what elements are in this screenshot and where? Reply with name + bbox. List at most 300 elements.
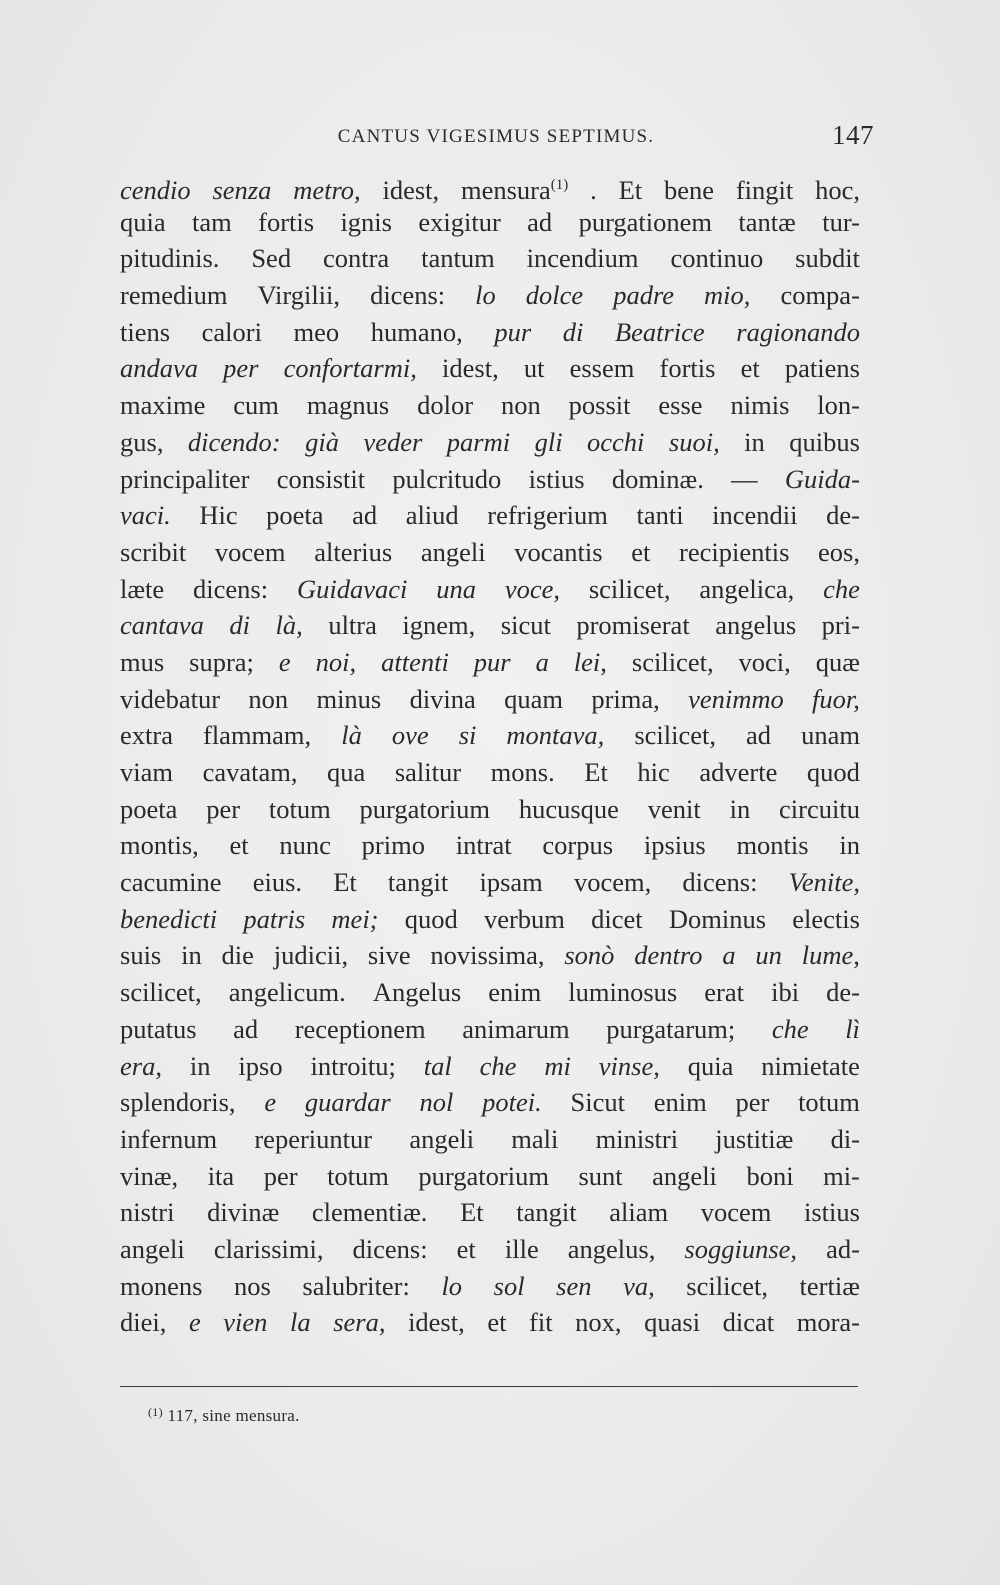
word: lon-: [817, 390, 860, 421]
word: idest,: [408, 1307, 465, 1338]
text-line: [120, 204, 860, 241]
page-header: [118, 120, 874, 154]
text-line: [120, 901, 860, 938]
word: enim: [653, 1087, 707, 1118]
word: mons.: [490, 757, 555, 787]
word: fortis: [659, 353, 716, 384]
word: ipsius: [643, 830, 706, 861]
word: tiens: [120, 316, 171, 347]
word: sicut: [500, 610, 551, 641]
italic-word: sonò: [564, 940, 615, 971]
word: de-: [826, 977, 860, 1008]
italic-word: Guidavaci: [296, 573, 408, 604]
word: exigitur: [418, 206, 501, 237]
italic-word: nol: [419, 1087, 454, 1118]
word: gus,: [120, 426, 164, 457]
word: ad: [527, 206, 553, 237]
italic-word: fuor,: [812, 683, 860, 714]
word: hoc,: [815, 174, 860, 205]
text-line: [120, 1158, 860, 1195]
word: infernum: [120, 1123, 218, 1154]
text-line: [120, 937, 860, 974]
word: in: [189, 1050, 211, 1081]
word: judicii,: [273, 940, 349, 971]
footnote-reference: (1): [550, 177, 569, 193]
word: cacumine: [120, 867, 222, 898]
word: mus: [120, 646, 165, 677]
footnote-text: 117, sine mensura.: [162, 1406, 300, 1425]
italic-word: Guida-: [784, 463, 860, 494]
word: mensura$^{(1)}$: [461, 174, 569, 205]
italic-word: di: [562, 316, 584, 347]
word: vocem,: [573, 867, 652, 898]
text-line: [120, 461, 860, 498]
word: læte: [120, 573, 165, 604]
word: magnus: [306, 390, 390, 421]
word: vocem: [700, 1197, 772, 1228]
word: Sicut: [570, 1087, 625, 1118]
text-line: [120, 974, 860, 1011]
word: scilicet,: [588, 573, 671, 604]
word: remedium: [120, 280, 228, 311]
text-line: [120, 497, 860, 534]
word: et: [487, 1307, 507, 1338]
word: pri-: [821, 610, 860, 641]
word: tangit: [387, 867, 449, 898]
italic-word: noi,: [315, 646, 357, 677]
word: voci,: [738, 646, 791, 677]
word: qua: [327, 757, 366, 787]
word: adverte: [699, 757, 778, 787]
word: Et: [460, 1197, 484, 1228]
text-line: [120, 1048, 860, 1085]
text-line: [120, 607, 860, 644]
text-line: [120, 1268, 860, 1305]
word: compa-: [780, 280, 860, 311]
word: flammam,: [203, 720, 312, 751]
word: incendium: [526, 243, 639, 274]
italic-word: Venite,: [788, 867, 860, 898]
word: fit: [529, 1307, 553, 1338]
word: purgatarum;: [606, 1013, 736, 1044]
word: consistit: [276, 463, 366, 494]
word: tertiæ: [799, 1270, 860, 1301]
italic-word: va,: [623, 1270, 655, 1301]
word: hucusque: [518, 793, 619, 824]
word: humano,: [370, 316, 463, 347]
italic-word: la: [290, 1307, 311, 1338]
italic-word: ragionando: [736, 316, 860, 347]
word: tam: [192, 206, 232, 237]
italic-word: dicendo:: [187, 426, 281, 457]
italic-word: andava: [120, 353, 199, 384]
word: diei,: [120, 1307, 167, 1338]
word: extra: [120, 720, 173, 751]
text-line: [120, 1121, 860, 1158]
word: montis,: [120, 830, 199, 861]
word: non: [501, 390, 541, 421]
page-number: 147: [832, 120, 874, 150]
word: ministri: [595, 1123, 679, 1154]
italic-word: vaci.: [120, 500, 171, 531]
word: angelus: [715, 610, 797, 641]
word: purgatorium: [359, 793, 491, 824]
word: monens: [120, 1270, 203, 1301]
word: ipso: [238, 1050, 283, 1081]
word: istius: [528, 463, 585, 494]
italic-word: parmi: [446, 426, 511, 457]
text-line: [120, 277, 860, 314]
word: principaliter: [120, 463, 250, 494]
word: et: [456, 1233, 476, 1264]
word: ita: [207, 1160, 235, 1191]
word: enim: [488, 977, 542, 1008]
word: calori: [201, 316, 262, 347]
word: ut: [523, 353, 545, 384]
word: refrigerium: [487, 500, 608, 531]
word: subdit: [795, 243, 860, 274]
italic-word: che: [823, 573, 860, 604]
word: salitur: [394, 757, 462, 787]
italic-word: mei;: [331, 903, 379, 934]
italic-word: un: [755, 940, 782, 971]
word: nimis: [730, 390, 790, 421]
italic-word: lume,: [801, 940, 860, 971]
word: receptionem: [294, 1013, 426, 1044]
text-line: [120, 681, 860, 718]
italic-word: suoi,: [668, 426, 720, 457]
italic-word: che: [771, 1013, 809, 1044]
word: quasi: [644, 1307, 701, 1338]
word: in: [744, 426, 765, 457]
word: mi-: [823, 1160, 860, 1191]
word: circuitu: [779, 793, 860, 824]
word: idest,: [442, 353, 499, 384]
word: scilicet,: [120, 977, 202, 1008]
word: fortis: [258, 206, 315, 237]
word: suis: [120, 940, 162, 971]
word: dicet: [591, 903, 643, 934]
body-text: [120, 167, 860, 1341]
word: .: [590, 174, 597, 205]
word: sunt: [578, 1160, 623, 1191]
text-line: [120, 827, 860, 864]
word: scilicet,: [686, 1270, 768, 1301]
word: eos,: [818, 536, 860, 567]
italic-word: e: [278, 646, 291, 677]
italic-word: metro,: [293, 174, 361, 205]
word: poeta: [120, 793, 178, 824]
word: intrat: [455, 830, 512, 861]
italic-word: già: [305, 426, 339, 457]
footnote-rule: [120, 1386, 858, 1387]
word: supra;: [189, 646, 254, 677]
word: sive: [367, 940, 411, 971]
word: ipsam: [479, 867, 543, 898]
word: vinæ,: [120, 1160, 179, 1191]
word: Sed: [251, 243, 292, 274]
word: angeli: [652, 1160, 717, 1191]
word: angeli: [409, 1123, 475, 1154]
word: Dominus: [668, 903, 767, 934]
word: recipientis: [679, 536, 790, 567]
word: ille: [504, 1233, 539, 1264]
word: die: [221, 940, 254, 971]
word: de-: [826, 500, 860, 531]
word: cum: [233, 390, 279, 421]
word: et: [740, 353, 760, 384]
word: quia: [120, 206, 166, 237]
word: et: [229, 830, 249, 861]
word: non: [248, 683, 289, 714]
word: clementiæ.: [311, 1197, 428, 1228]
word: boni: [746, 1160, 794, 1191]
word: dicens:: [193, 573, 269, 604]
word: per: [263, 1160, 298, 1191]
word: et: [631, 536, 651, 567]
word: videbatur: [120, 683, 221, 714]
word: istius: [804, 1197, 860, 1228]
word: essem: [569, 353, 635, 384]
italic-word: guardar: [304, 1087, 391, 1118]
word: meo: [293, 316, 340, 347]
word: esse: [658, 390, 703, 421]
italic-word: montava,: [506, 720, 605, 751]
word: —: [731, 463, 758, 494]
word: nistri: [120, 1197, 175, 1228]
word: electis: [792, 903, 860, 934]
italic-word: confortarmi,: [283, 353, 417, 384]
word: verbum: [483, 903, 565, 934]
word: quia: [687, 1050, 734, 1081]
word: incendii: [712, 500, 798, 531]
word: Et: [584, 757, 608, 787]
word: splendoris,: [120, 1087, 236, 1118]
word: ignem,: [402, 610, 476, 641]
word: scilicet,: [631, 646, 714, 677]
italic-word: mi: [544, 1050, 571, 1081]
word: per: [206, 793, 241, 824]
text-line: [120, 1194, 860, 1231]
italic-word: una: [436, 573, 476, 604]
word: pulcritudo: [392, 463, 502, 494]
word: aliam: [609, 1197, 669, 1228]
word: hic: [637, 757, 670, 787]
italic-word: sen: [556, 1270, 592, 1301]
italic-word: era,: [120, 1050, 162, 1081]
word: tur-: [822, 206, 860, 237]
italic-word: occhi: [587, 426, 645, 457]
word: pitudinis.: [120, 243, 220, 274]
word: divina: [409, 683, 476, 714]
word: vocantis: [514, 536, 603, 567]
word: dicens:: [352, 1233, 428, 1264]
italic-word: veder: [363, 426, 423, 457]
word: vocem: [214, 536, 286, 567]
italic-word: dentro: [634, 940, 703, 971]
italic-word: venimmo: [688, 683, 784, 714]
text-line: [120, 644, 860, 681]
word: ad: [746, 720, 772, 751]
word: montis: [736, 830, 809, 861]
italic-word: pur: [494, 316, 532, 347]
word: eius.: [252, 867, 303, 898]
word: salubriter:: [302, 1270, 410, 1301]
italic-word: tal: [423, 1050, 452, 1081]
word: minus: [316, 683, 382, 714]
italic-word: a: [535, 646, 549, 677]
text-line: [120, 534, 860, 571]
word: putatus: [120, 1013, 197, 1044]
footnote-mark: (1): [148, 1405, 163, 1419]
italic-word: lo: [475, 280, 496, 311]
italic-word: che: [479, 1050, 517, 1081]
italic-word: soggiunse,: [684, 1233, 798, 1264]
word: per: [735, 1087, 770, 1118]
word: scribit: [120, 536, 187, 567]
word: Et: [333, 867, 357, 898]
word: tanti: [636, 500, 684, 531]
word: Virgilii,: [257, 280, 341, 311]
italic-word: vinse,: [598, 1050, 660, 1081]
word: animarum: [462, 1013, 570, 1044]
italic-word: attenti: [381, 646, 449, 677]
word: dolor: [417, 390, 474, 421]
word: purgationem: [578, 206, 713, 237]
word: purgatorium: [418, 1160, 549, 1191]
text-line: [120, 717, 860, 754]
word: angeli: [420, 536, 486, 567]
italic-word: a: [722, 940, 736, 971]
text-line: [120, 314, 860, 351]
text-line: [120, 791, 860, 828]
text-line: [120, 387, 860, 424]
italic-word: cendio: [120, 174, 191, 205]
word: angelicum.: [228, 977, 346, 1008]
italic-word: gli: [534, 426, 563, 457]
running-head: CANTUS VIGESIMUS SEPTIMUS.: [337, 126, 655, 147]
italic-word: benedicti: [120, 903, 218, 934]
italic-word: là,: [275, 610, 303, 641]
word: introitu;: [310, 1050, 396, 1081]
italic-word: padre: [613, 280, 675, 311]
word: ultra: [328, 610, 377, 641]
text-line: [120, 1304, 860, 1341]
word: Angelus: [372, 977, 462, 1008]
italic-word: senza: [212, 174, 272, 205]
word: contra: [322, 243, 390, 274]
word: quod: [404, 903, 458, 934]
word: alterius: [314, 536, 393, 567]
word: mali: [511, 1123, 559, 1154]
italic-word: per: [223, 353, 259, 384]
word: Et: [618, 174, 643, 205]
word: fingit: [735, 174, 794, 205]
word: quam: [504, 683, 563, 714]
word: scilicet,: [634, 720, 717, 751]
word: cavatam,: [202, 757, 298, 787]
text-line: [120, 864, 860, 901]
italic-word: di: [229, 610, 251, 641]
word: totum: [268, 793, 331, 824]
word: corpus: [542, 830, 614, 861]
word: dicens:: [682, 867, 758, 898]
italic-word: mio,: [704, 280, 751, 311]
word: bene: [663, 174, 714, 205]
italic-word: e: [264, 1087, 277, 1118]
italic-word: ove: [391, 720, 429, 751]
italic-word: sera,: [333, 1307, 386, 1338]
italic-word: là: [341, 720, 362, 751]
word: nimietate: [761, 1050, 860, 1081]
text-line: [120, 754, 860, 791]
word: viam: [120, 757, 173, 787]
word: ad: [233, 1013, 259, 1044]
word: ignis: [340, 206, 392, 237]
word: patiens: [784, 353, 860, 384]
word: promiserat: [576, 610, 690, 641]
word: in: [839, 830, 860, 861]
italic-word: voce,: [504, 573, 560, 604]
italic-word: e: [188, 1307, 201, 1338]
word: continuo: [670, 243, 764, 274]
italic-word: vien: [223, 1307, 268, 1338]
word: quæ: [815, 646, 860, 677]
word: novissima,: [430, 940, 545, 971]
italic-word: dolce: [525, 280, 584, 311]
word: Hic: [199, 500, 238, 531]
text-line: [120, 167, 860, 204]
word: clarissimi,: [213, 1233, 324, 1264]
word: mora-: [796, 1307, 860, 1338]
word: primo: [361, 830, 425, 861]
italic-word: sol: [493, 1270, 525, 1301]
word: aliud: [405, 500, 459, 531]
italic-word: cantava: [120, 610, 204, 641]
word: dicat: [722, 1307, 775, 1338]
italic-word: si: [458, 720, 477, 751]
word: dicens:: [370, 280, 446, 311]
italic-word: lei,: [573, 646, 607, 677]
word: tantum: [421, 243, 495, 274]
italic-word: lì: [845, 1013, 860, 1044]
word: ad-: [826, 1233, 860, 1264]
text-line: [120, 1011, 860, 1048]
word: venit: [647, 793, 701, 824]
word: possit: [568, 390, 631, 421]
word: di-: [830, 1123, 860, 1154]
text-line: [120, 240, 860, 277]
word: angeli: [120, 1233, 185, 1264]
italic-word: Beatrice: [614, 316, 705, 347]
word: ibi: [771, 977, 800, 1008]
word: angelica,: [699, 573, 795, 604]
word: quibus: [789, 426, 860, 457]
text-line: [120, 424, 860, 461]
italic-word: pur: [473, 646, 511, 677]
word: quod: [806, 757, 860, 787]
italic-word: potei.: [482, 1087, 542, 1118]
word: idest,: [382, 174, 440, 205]
word: luminosus: [568, 977, 678, 1008]
text-line: [120, 1231, 860, 1268]
italic-word: lo: [441, 1270, 463, 1301]
word: tangit: [516, 1197, 577, 1228]
text-line: [120, 350, 860, 387]
word: angelus,: [567, 1233, 656, 1264]
word: nox,: [575, 1307, 622, 1338]
word: reperiuntur: [254, 1123, 373, 1154]
